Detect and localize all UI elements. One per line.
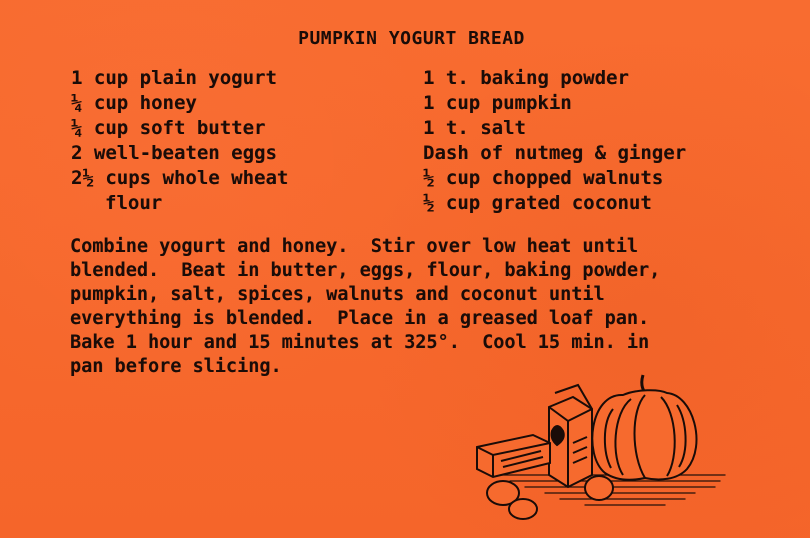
ingredient-line: 2½ cups whole wheat xyxy=(71,167,289,189)
ingredient-line: 1 t. salt xyxy=(423,117,526,139)
ingredient-line: ¼ cup honey xyxy=(71,92,197,114)
instructions-paragraph xyxy=(70,235,730,379)
instruction-line: pan before slicing. xyxy=(70,356,282,377)
ingredients-section xyxy=(71,66,751,216)
ingredient-line: 1 t. baking powder xyxy=(423,67,629,89)
ingredients-left-column xyxy=(71,66,371,216)
eggs-icon xyxy=(487,476,613,519)
ingredient-line: 1 cup pumpkin xyxy=(423,92,572,114)
milk-carton-icon xyxy=(549,385,592,487)
pumpkin-butter-milk-carton-eggs-illustration xyxy=(455,365,745,527)
instruction-line: Combine yogurt and honey. Stir over low heat until xyxy=(70,236,639,257)
instruction-line: pumpkin, salt, spices, walnuts and coconut until xyxy=(70,284,605,305)
ingredient-line: ¼ cup soft butter xyxy=(71,117,266,139)
ingredient-line: 1 cup plain yogurt xyxy=(71,67,277,89)
ingredient-line: ½ cup grated coconut xyxy=(423,192,652,214)
ingredient-line: flour xyxy=(105,192,163,214)
ingredient-line: ½ cup chopped walnuts xyxy=(423,167,664,189)
instruction-line: everything is blended. Place in a greased loaf pan. xyxy=(70,308,650,329)
recipe-title: PUMPKIN YOGURT BREAD xyxy=(298,28,525,49)
instruction-line: Bake 1 hour and 15 minutes at 325°. Cool 15 min. in xyxy=(70,332,650,353)
butter-icon xyxy=(477,435,550,477)
ingredient-line: Dash of nutmeg & ginger xyxy=(423,142,687,164)
instruction-line: blended. Beat in butter, eggs, flour, baking powder, xyxy=(70,260,661,281)
pumpkin-icon xyxy=(592,375,696,480)
ingredient-line: 2 well-beaten eggs xyxy=(71,142,277,164)
ingredients-right-column xyxy=(423,66,703,216)
